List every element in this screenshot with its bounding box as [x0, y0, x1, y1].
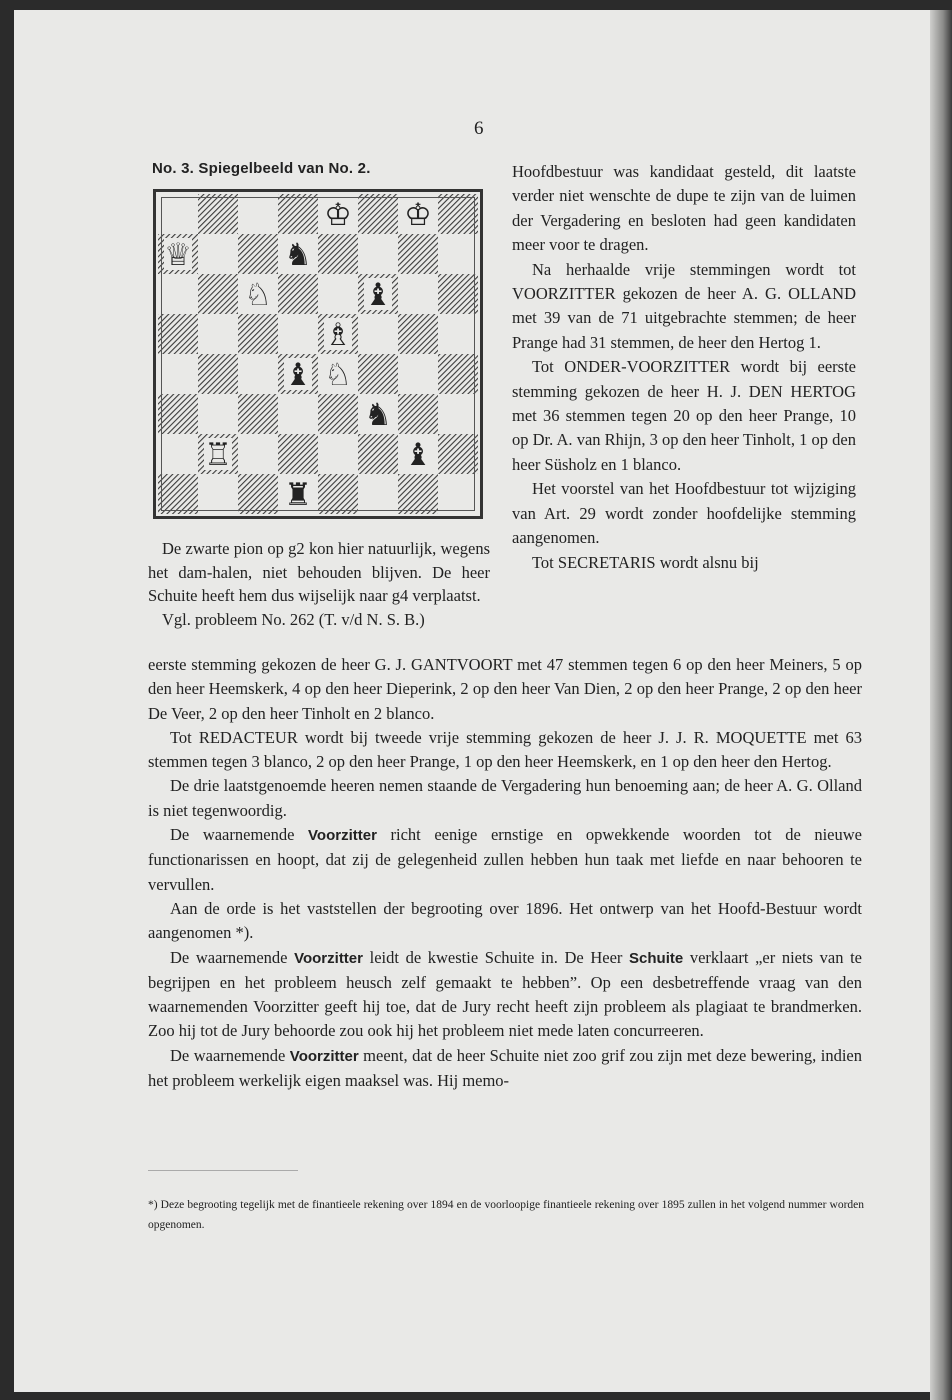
dark-square — [398, 394, 438, 434]
black-knight-piece: ♞ — [364, 397, 392, 433]
chess-board — [158, 194, 478, 514]
light-square — [198, 314, 238, 354]
light-square — [278, 314, 318, 354]
white-knight-piece: ♘ — [324, 357, 352, 393]
light-square — [238, 194, 278, 234]
right-column — [512, 160, 856, 575]
dark-square — [358, 194, 398, 234]
black-bishop-piece: ♝ — [404, 437, 432, 473]
dark-square — [238, 314, 278, 354]
dark-square — [158, 474, 198, 514]
paragraph: eerste stemming gekozen de heer G. J. GANTVOORT met 47 stemmen tegen 6 op den heer Meiners, 5 op den heer Heemskerk, 4 op den heer Dieperink, 2 op den heer Van Dien, 2 op den heer Prange, 2 op den heer De Veer, 2 op den heer Tinholt en 2 blanco. — [148, 655, 862, 723]
paragraph: Na herhaalde vrije stemmingen wordt tot VOORZITTER gekozen de heer A. G. OLLAND met 39 van de 71 uitgebrachte stemmen; de heer Prange had 31 stemmen, de heer den Hertog 1. — [512, 259, 856, 352]
paragraph — [148, 823, 862, 897]
dark-square — [398, 474, 438, 514]
full-width-text — [148, 653, 862, 1093]
light-square — [358, 314, 398, 354]
dark-square — [278, 434, 318, 474]
chess-diagram — [153, 189, 483, 519]
light-square — [158, 274, 198, 314]
bold-term: Voorzitter — [289, 1047, 359, 1065]
light-square — [318, 434, 358, 474]
light-square — [358, 234, 398, 274]
light-square — [158, 354, 198, 394]
dark-square — [318, 394, 358, 434]
dark-square — [438, 274, 478, 314]
light-square — [438, 314, 478, 354]
white-king-piece: ♔ — [324, 197, 352, 233]
dark-square — [318, 234, 358, 274]
paragraph: Hoofdbestuur was kandidaat gesteld, dit laatste verder niet wenschte de dupe te zijn van de luimen der Vergadering en besloten had geen kandidaten meer voor te dragen. — [512, 162, 856, 255]
chess-problem-column — [148, 160, 490, 631]
dark-square — [158, 394, 198, 434]
dark-square — [278, 274, 318, 314]
text-run: meent, dat de heer Schuite niet zoo grif zou zijn met deze bewering, indien het probleem werkelijk eigen maaksel was. Hij memo- — [148, 1045, 862, 1091]
light-square — [438, 474, 478, 514]
black-bishop-piece: ♝ — [284, 357, 312, 393]
dark-square — [438, 194, 478, 234]
white-knight-piece: ♘ — [244, 277, 272, 313]
dark-square — [198, 354, 238, 394]
light-square — [438, 234, 478, 274]
dark-square — [238, 474, 278, 514]
light-square — [238, 434, 278, 474]
paragraph: De drie laatstgenoemde heeren nemen staande de Vergadering hun benoeming aan; de heer A. G. Olland is niet tegenwoordig. — [148, 776, 862, 820]
white-king-piece: ♔ — [404, 197, 432, 233]
dark-square — [158, 314, 198, 354]
dark-square — [438, 434, 478, 474]
light-square — [398, 274, 438, 314]
light-square — [398, 354, 438, 394]
dark-square — [198, 194, 238, 234]
white-bishop-piece: ♗ — [324, 317, 352, 353]
paragraph — [148, 946, 862, 1044]
light-square — [198, 474, 238, 514]
light-square — [238, 354, 278, 394]
text-run: verklaart „er niets van te begrijpen en het probleem heusch zelf gemaakt te hebben”. Op een desbetreffende vraag van den waarnemenden Voorzitter geeft hij toe, dat de Jury recht heeft zijn probleem als plagiaat te brandmerken. Zoo hij tot de Jury behoorde zou ook hij het probleem niet mede laten concurreeren. — [148, 947, 862, 1041]
white-rook-piece: ♖ — [204, 437, 232, 473]
problem-caption: No. 3. Spiegelbeeld van No. 2. — [152, 160, 371, 177]
black-rook-piece: ♜ — [284, 477, 312, 513]
dark-square — [278, 194, 318, 234]
footnote-rule — [148, 1170, 298, 1171]
commentary-reference: Vgl. probleem No. 262 (T. v/d N. S. B.) — [162, 609, 425, 629]
paragraph: Tot REDACTEUR wordt bij tweede vrije stemming gekozen de heer J. J. R. MOQUETTE met 63 stemmen tegen 3 blanco, 2 op den heer Prange, 1 op den heer Heemskerk, en 1 op den heer den Hertog. — [148, 727, 862, 772]
text-run: De waarnemende — [170, 947, 295, 967]
problem-commentary — [148, 537, 490, 631]
dark-square — [358, 434, 398, 474]
dark-square — [198, 274, 238, 314]
paragraph: Tot SECRETARIS wordt alsnu bij — [532, 552, 759, 572]
paragraph — [148, 1044, 862, 1094]
light-square — [318, 274, 358, 314]
page-number: 6 — [474, 118, 484, 139]
light-square — [198, 394, 238, 434]
dark-square — [398, 314, 438, 354]
text-run: leidt de kwestie Schuite in. De Heer — [363, 947, 630, 967]
light-square — [358, 474, 398, 514]
black-bishop-piece: ♝ — [364, 277, 392, 313]
paragraph: Aan de orde is het vaststellen der begrooting over 1896. Het ontwerp van het Hoofd-Bestuur wordt aangenomen *). — [148, 898, 862, 943]
light-square — [158, 194, 198, 234]
footnote: *) Deze begrooting tegelijk met de finantieele rekening over 1894 en de voorloopige finantieele rekening over 1895 zullen in het volgend nummer worden opgenomen. — [148, 1199, 864, 1231]
dark-square — [318, 474, 358, 514]
text-run: De waarnemende — [170, 1045, 290, 1065]
white-queen-piece: ♕ — [164, 237, 192, 273]
scan-edge — [930, 10, 952, 1400]
light-square — [438, 394, 478, 434]
commentary-paragraph: De zwarte pion op g2 kon hier natuurlijk, wegens het dam-halen, niet behouden blijven. De heer Schuite heeft hem dus wijselijk naar g4 verplaatst. — [148, 539, 490, 605]
bold-term: Voorzitter — [308, 827, 377, 845]
bold-term: Voorzitter — [294, 949, 363, 967]
dark-square — [238, 234, 278, 274]
paragraph: Tot ONDER-VOORZITTER wordt bij eerste stemming gekozen de heer H. J. DEN HERTOG met 36 stemmen tegen 20 op den heer Prange, 10 op Dr. A. van Rhijn, 3 op den heer Tinholt, 1 op den heer Süsholz en 1 blanco. — [512, 357, 856, 474]
paragraph: Het voorstel van het Hoofdbestuur tot wijziging van Art. 29 wordt zonder hoofdelijke stemming aangenomen. — [512, 479, 856, 548]
dark-square — [238, 394, 278, 434]
dark-square — [398, 234, 438, 274]
page — [14, 10, 930, 1392]
black-knight-piece: ♞ — [284, 237, 312, 273]
dark-square — [358, 354, 398, 394]
light-square — [158, 434, 198, 474]
light-square — [198, 234, 238, 274]
bold-term: Schuite — [629, 949, 684, 967]
light-square — [278, 394, 318, 434]
dark-square — [438, 354, 478, 394]
text-run: De waarnemende — [170, 825, 309, 845]
text-run: richt eenige ernstige en opwekkende woorden tot de nieuwe functionarissen en hoopt, dat zij de gelegenheid zullen hebben hun taak met liefde en naar behooren te vervullen. — [148, 825, 862, 894]
